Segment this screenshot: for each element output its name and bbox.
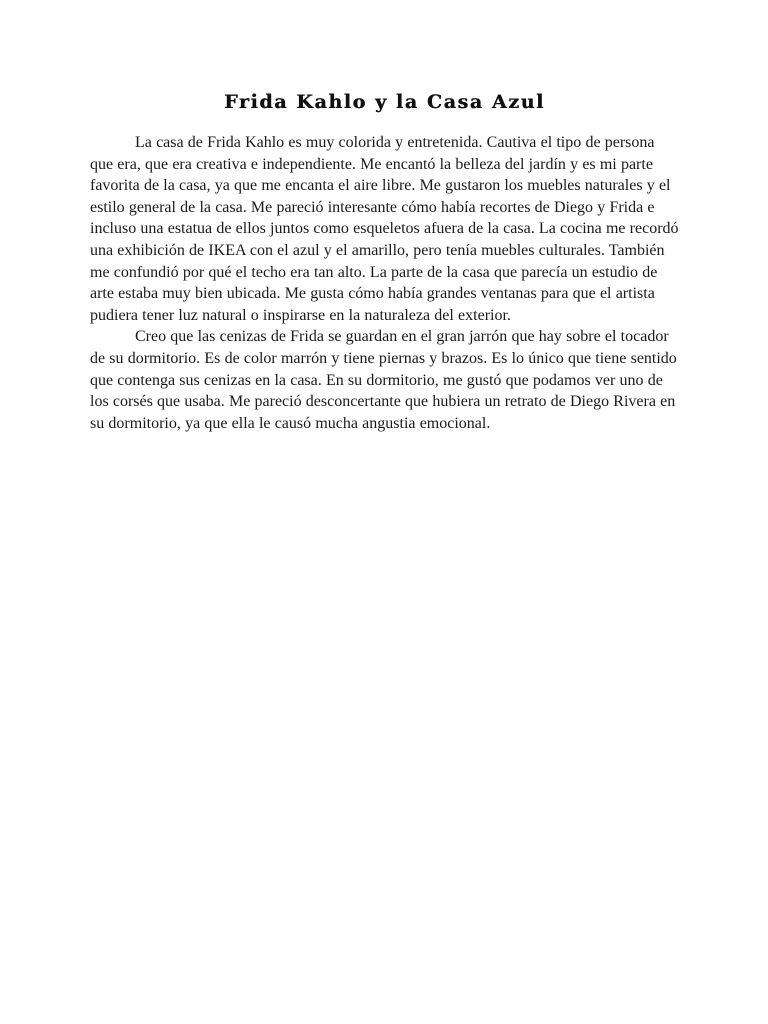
document-body bbox=[90, 132, 679, 434]
document-title: Frida Kahlo y la Casa Azul bbox=[224, 91, 545, 113]
paragraph-1: La casa de Frida Kahlo es muy colorida y entretenida. Cautiva el tipo de persona que era, que era creativa e independiente. Me encantó la belleza del jardín y es mi parte favorita de la casa, ya que me encanta el aire libre. Me gustaron los muebles naturales y el estilo general de la casa. Me pareció interesante cómo había recortes de Diego y Frida e incluso una estatua de ellos juntos como esqueletos afuera de la casa. La cocina me recordó una exhibición de IKEA con el azul y el amarillo, pero tenía muebles culturales. También me confundió por qué el techo era tan alto. La parte de la casa que parecía un estudio de arte estaba muy bien ubicada. Me gusta cómo había grandes ventanas para que el artista pudiera tener luz natural o inspirarse en la naturaleza del exterior. bbox=[90, 134, 679, 324]
paragraph-2: Creo que las cenizas de Frida se guardan en el gran jarrón que hay sobre el tocador de su dormitorio. Es de color marrón y tiene piernas y brazos. Es lo único que tiene sentido que contenga sus cenizas en la casa. En su dormitorio, me gustó que podamos ver uno de los corsés que usaba. Me pareció desconcertante que hubiera un retrato de Diego Rivera en su dormitorio, ya que ella le causó mucha angustia emocional. bbox=[90, 328, 677, 432]
